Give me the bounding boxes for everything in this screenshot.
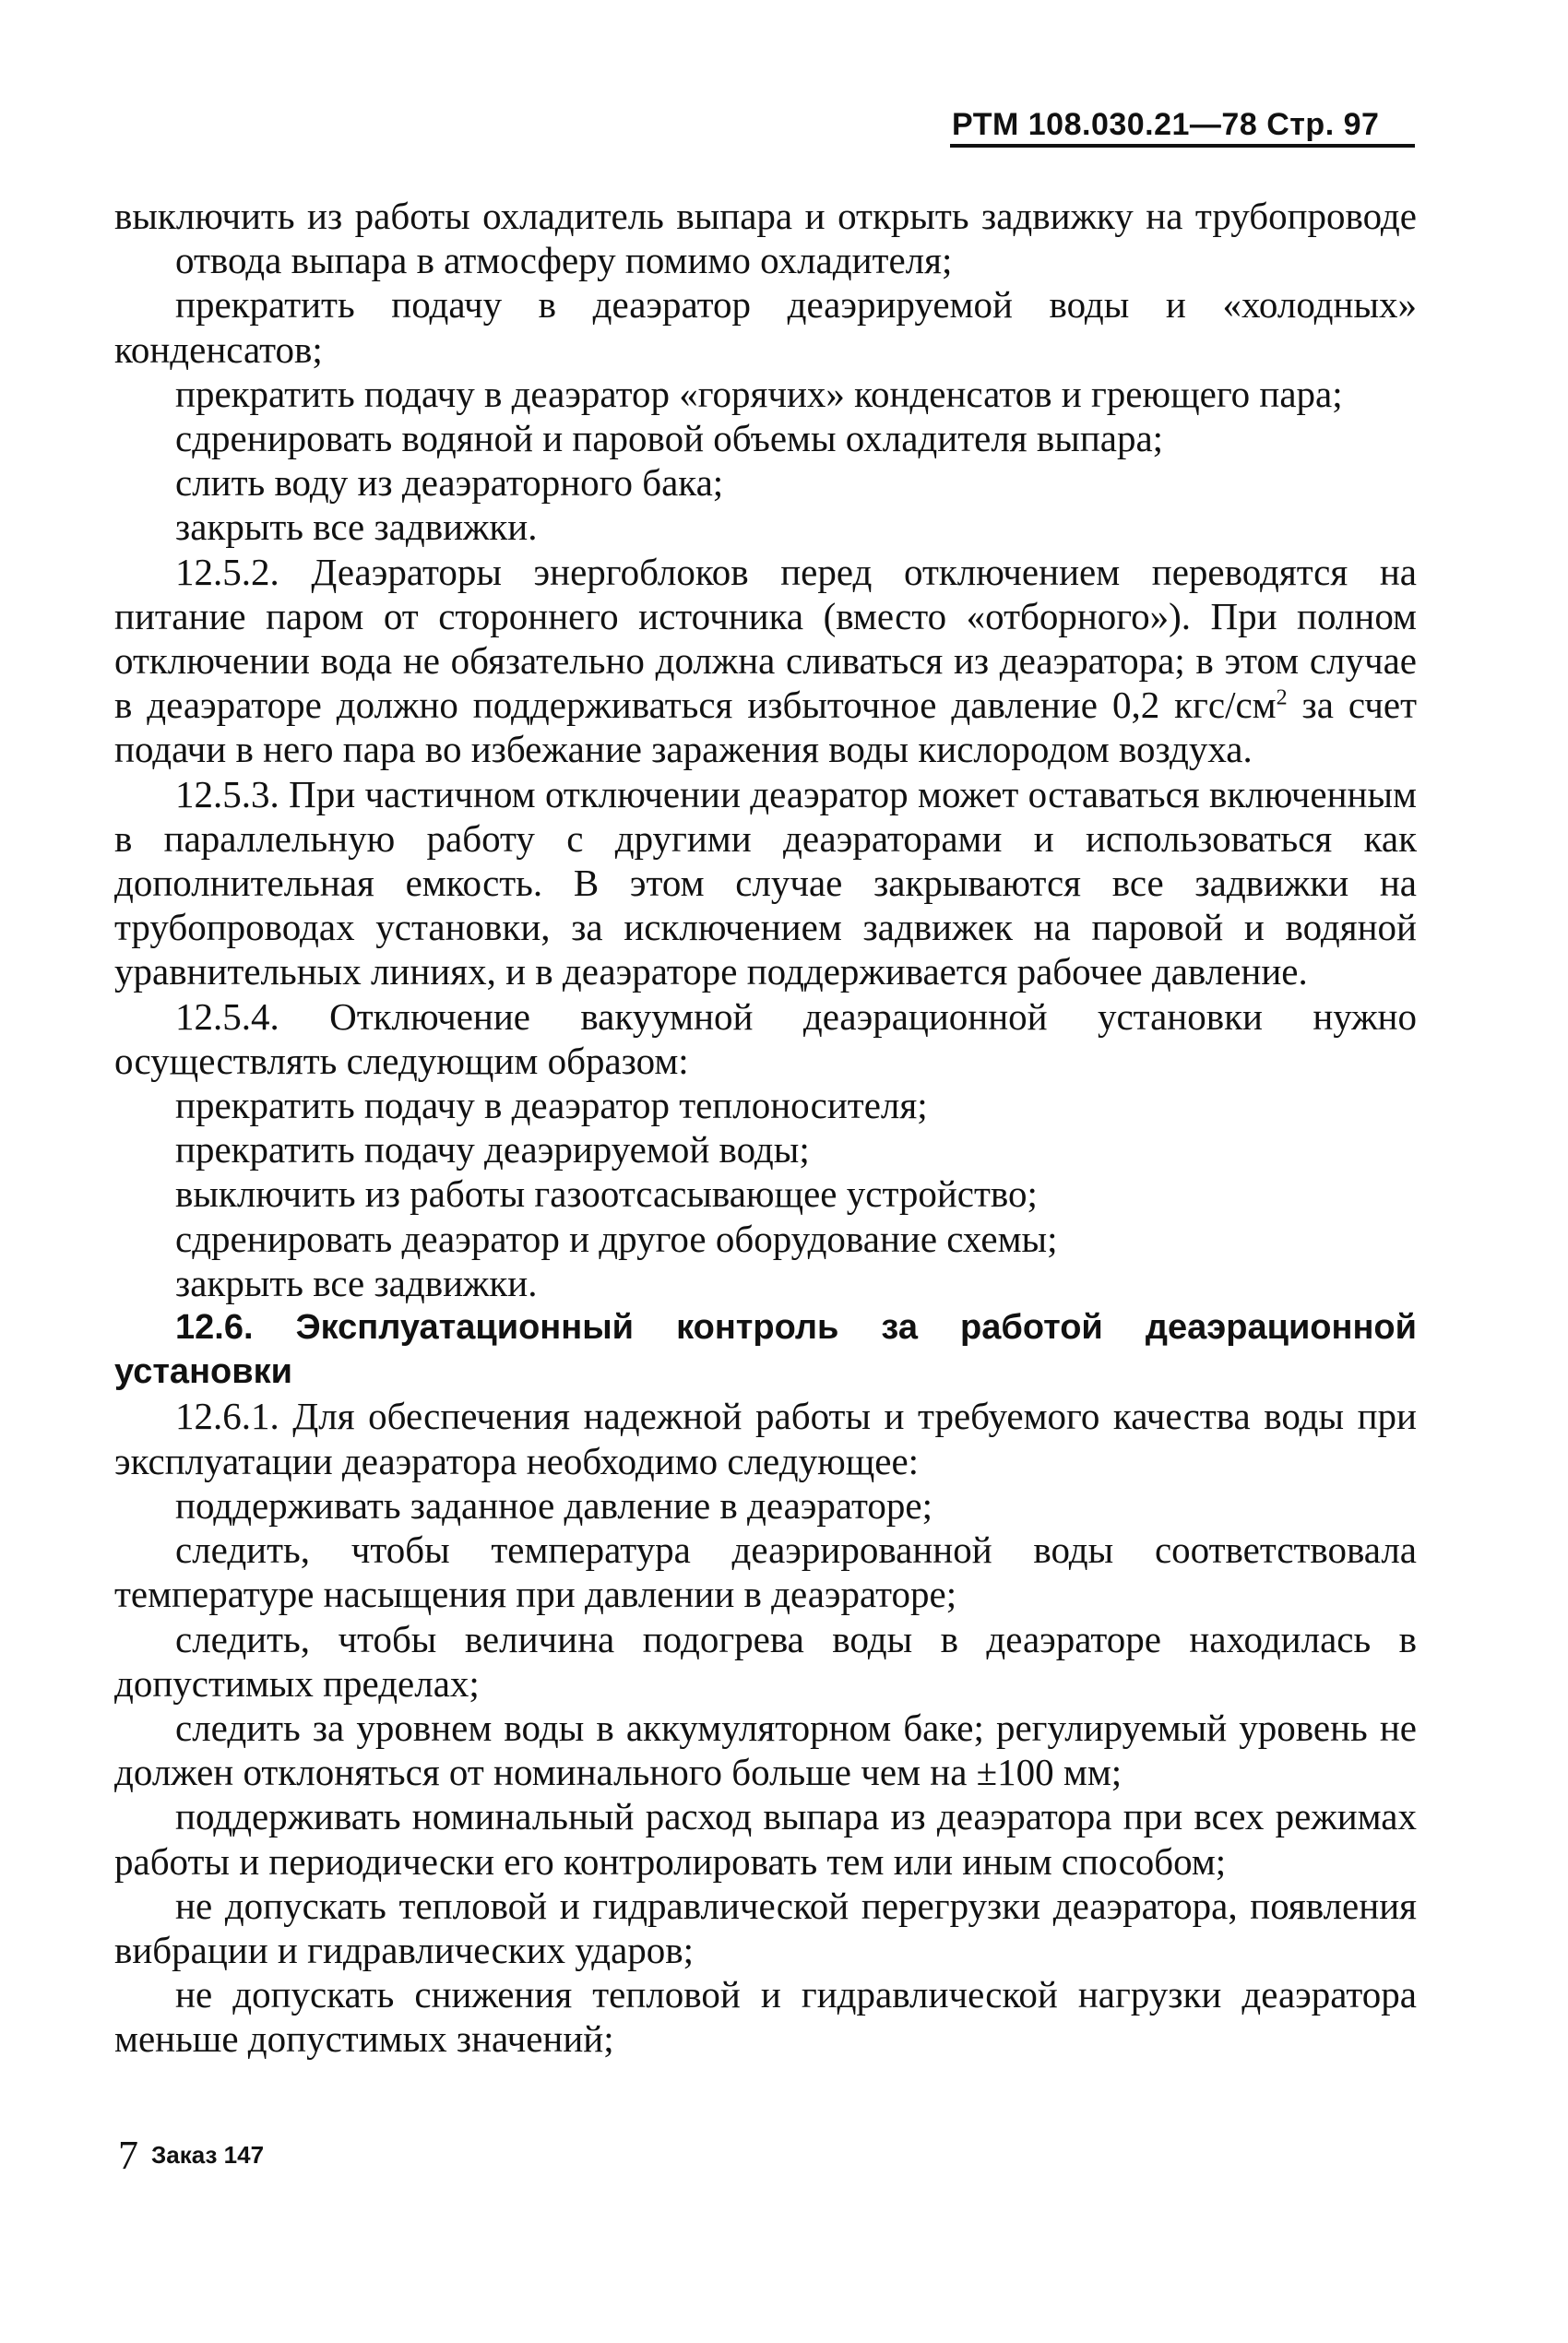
signature-number: 7 bbox=[118, 2133, 138, 2178]
list-item: поддерживать номинальный расход выпара из деаэратора при всех режимах работы и периодически его контролировать тем или иным способом; bbox=[114, 1795, 1417, 1883]
page-header bbox=[952, 107, 1379, 142]
list-item: сдренировать водяной и паровой объемы охладителя выпара; bbox=[175, 417, 1164, 460]
header-rule bbox=[950, 144, 1415, 148]
list-item: не допускать тепловой и гидравлической перегрузки деаэратора, появления вибрации и гидравлических ударов; bbox=[114, 1884, 1417, 1971]
list-item: слить воду из деаэраторного бака; bbox=[175, 461, 724, 505]
list-item: закрыть все задвижки. bbox=[175, 505, 538, 549]
list-item: поддерживать заданное давление в деаэраторе; bbox=[175, 1483, 932, 1527]
list-item: прекратить подачу в деаэратор «горячих» конденсатов и греющего пара; bbox=[175, 372, 1343, 415]
list-item: следить, чтобы температура деаэрированной воды соответствовала температуре насыщения при давлении в деаэраторе; bbox=[114, 1528, 1417, 1616]
paragraph-text: за счет подачи в него пара во избежание заражения воды кислородом воздуха. bbox=[114, 684, 1418, 771]
list-item: выключить из работы газоотсасывающее устройство; bbox=[175, 1172, 1038, 1216]
page-body bbox=[114, 194, 1417, 2062]
paragraph-12-5-2 bbox=[114, 550, 1417, 772]
paragraph-text: 12.5.2. Деаэраторы энергоблоков перед отключением переводятся на питание паром от стороннего источника (вместо «отборного»). При полном отключении вода не обязательно должна сливаться из деаэратора; в этом случае в деаэраторе должно поддерживаться избыточное давление 0,2 кгс/см bbox=[114, 550, 1417, 727]
list-item: следить за уровнем воды в аккумуляторном баке; регулируемый уровень не должен отклоняться от номинального больше чем на ±100 мм; bbox=[114, 1706, 1417, 1794]
document-code: РТМ 108.030.21—78 bbox=[952, 107, 1258, 142]
section-heading-12-6: 12.6. Эксплуатационный контроль за работой деаэрационной установки bbox=[114, 1308, 1417, 1392]
list-item: прекратить подачу в деаэратор теплоносителя; bbox=[175, 1084, 928, 1127]
list-item: не допускать снижения тепловой и гидравлической нагрузки деаэратора меньше допустимых значений; bbox=[114, 1973, 1417, 2061]
paragraph-12-6-1: 12.6.1. Для обеспечения надежной работы и требуемого качества воды при эксплуатации деаэратора необходимо следующее: bbox=[114, 1395, 1417, 1482]
order-label: Заказ 147 bbox=[151, 2141, 265, 2169]
list-item: закрыть все задвижки. bbox=[175, 1261, 538, 1304]
list-item: прекратить подачу в деаэратор деаэрируемой воды и «холодных» конденсатов; bbox=[114, 283, 1417, 371]
list-item: выключить из работы охладитель выпара и открыть задвижку на трубопроводе отвода выпара в атмосферу помимо охладителя; bbox=[114, 195, 1417, 282]
superscript: 2 bbox=[1276, 685, 1288, 710]
list-item: сдренировать деаэратор и другое оборудование схемы; bbox=[175, 1217, 1058, 1260]
list-item: следить, чтобы величина подогрева воды в деаэраторе находилась в допустимых пределах; bbox=[114, 1617, 1417, 1705]
page-footer bbox=[118, 2133, 265, 2178]
paragraph-12-5-4: 12.5.4. Отключение вакуумной деаэрационной установки нужно осуществлять следующим образом: bbox=[114, 994, 1417, 1082]
list-item: прекратить подачу деаэрируемой воды; bbox=[175, 1128, 810, 1172]
paragraph-12-5-3: 12.5.3. При частичном отключении деаэратор может оставаться включенным в параллельную работу с другими деаэраторами и использоваться как дополнительная емкость. В этом случае закрываются все задвижки на трубопроводах установки, за исключением задвижек на паровой и водяной уравнительных линиях, и в деаэраторе поддерживается рабочее давление. bbox=[114, 772, 1417, 993]
page-number: Стр. 97 bbox=[1266, 107, 1380, 142]
